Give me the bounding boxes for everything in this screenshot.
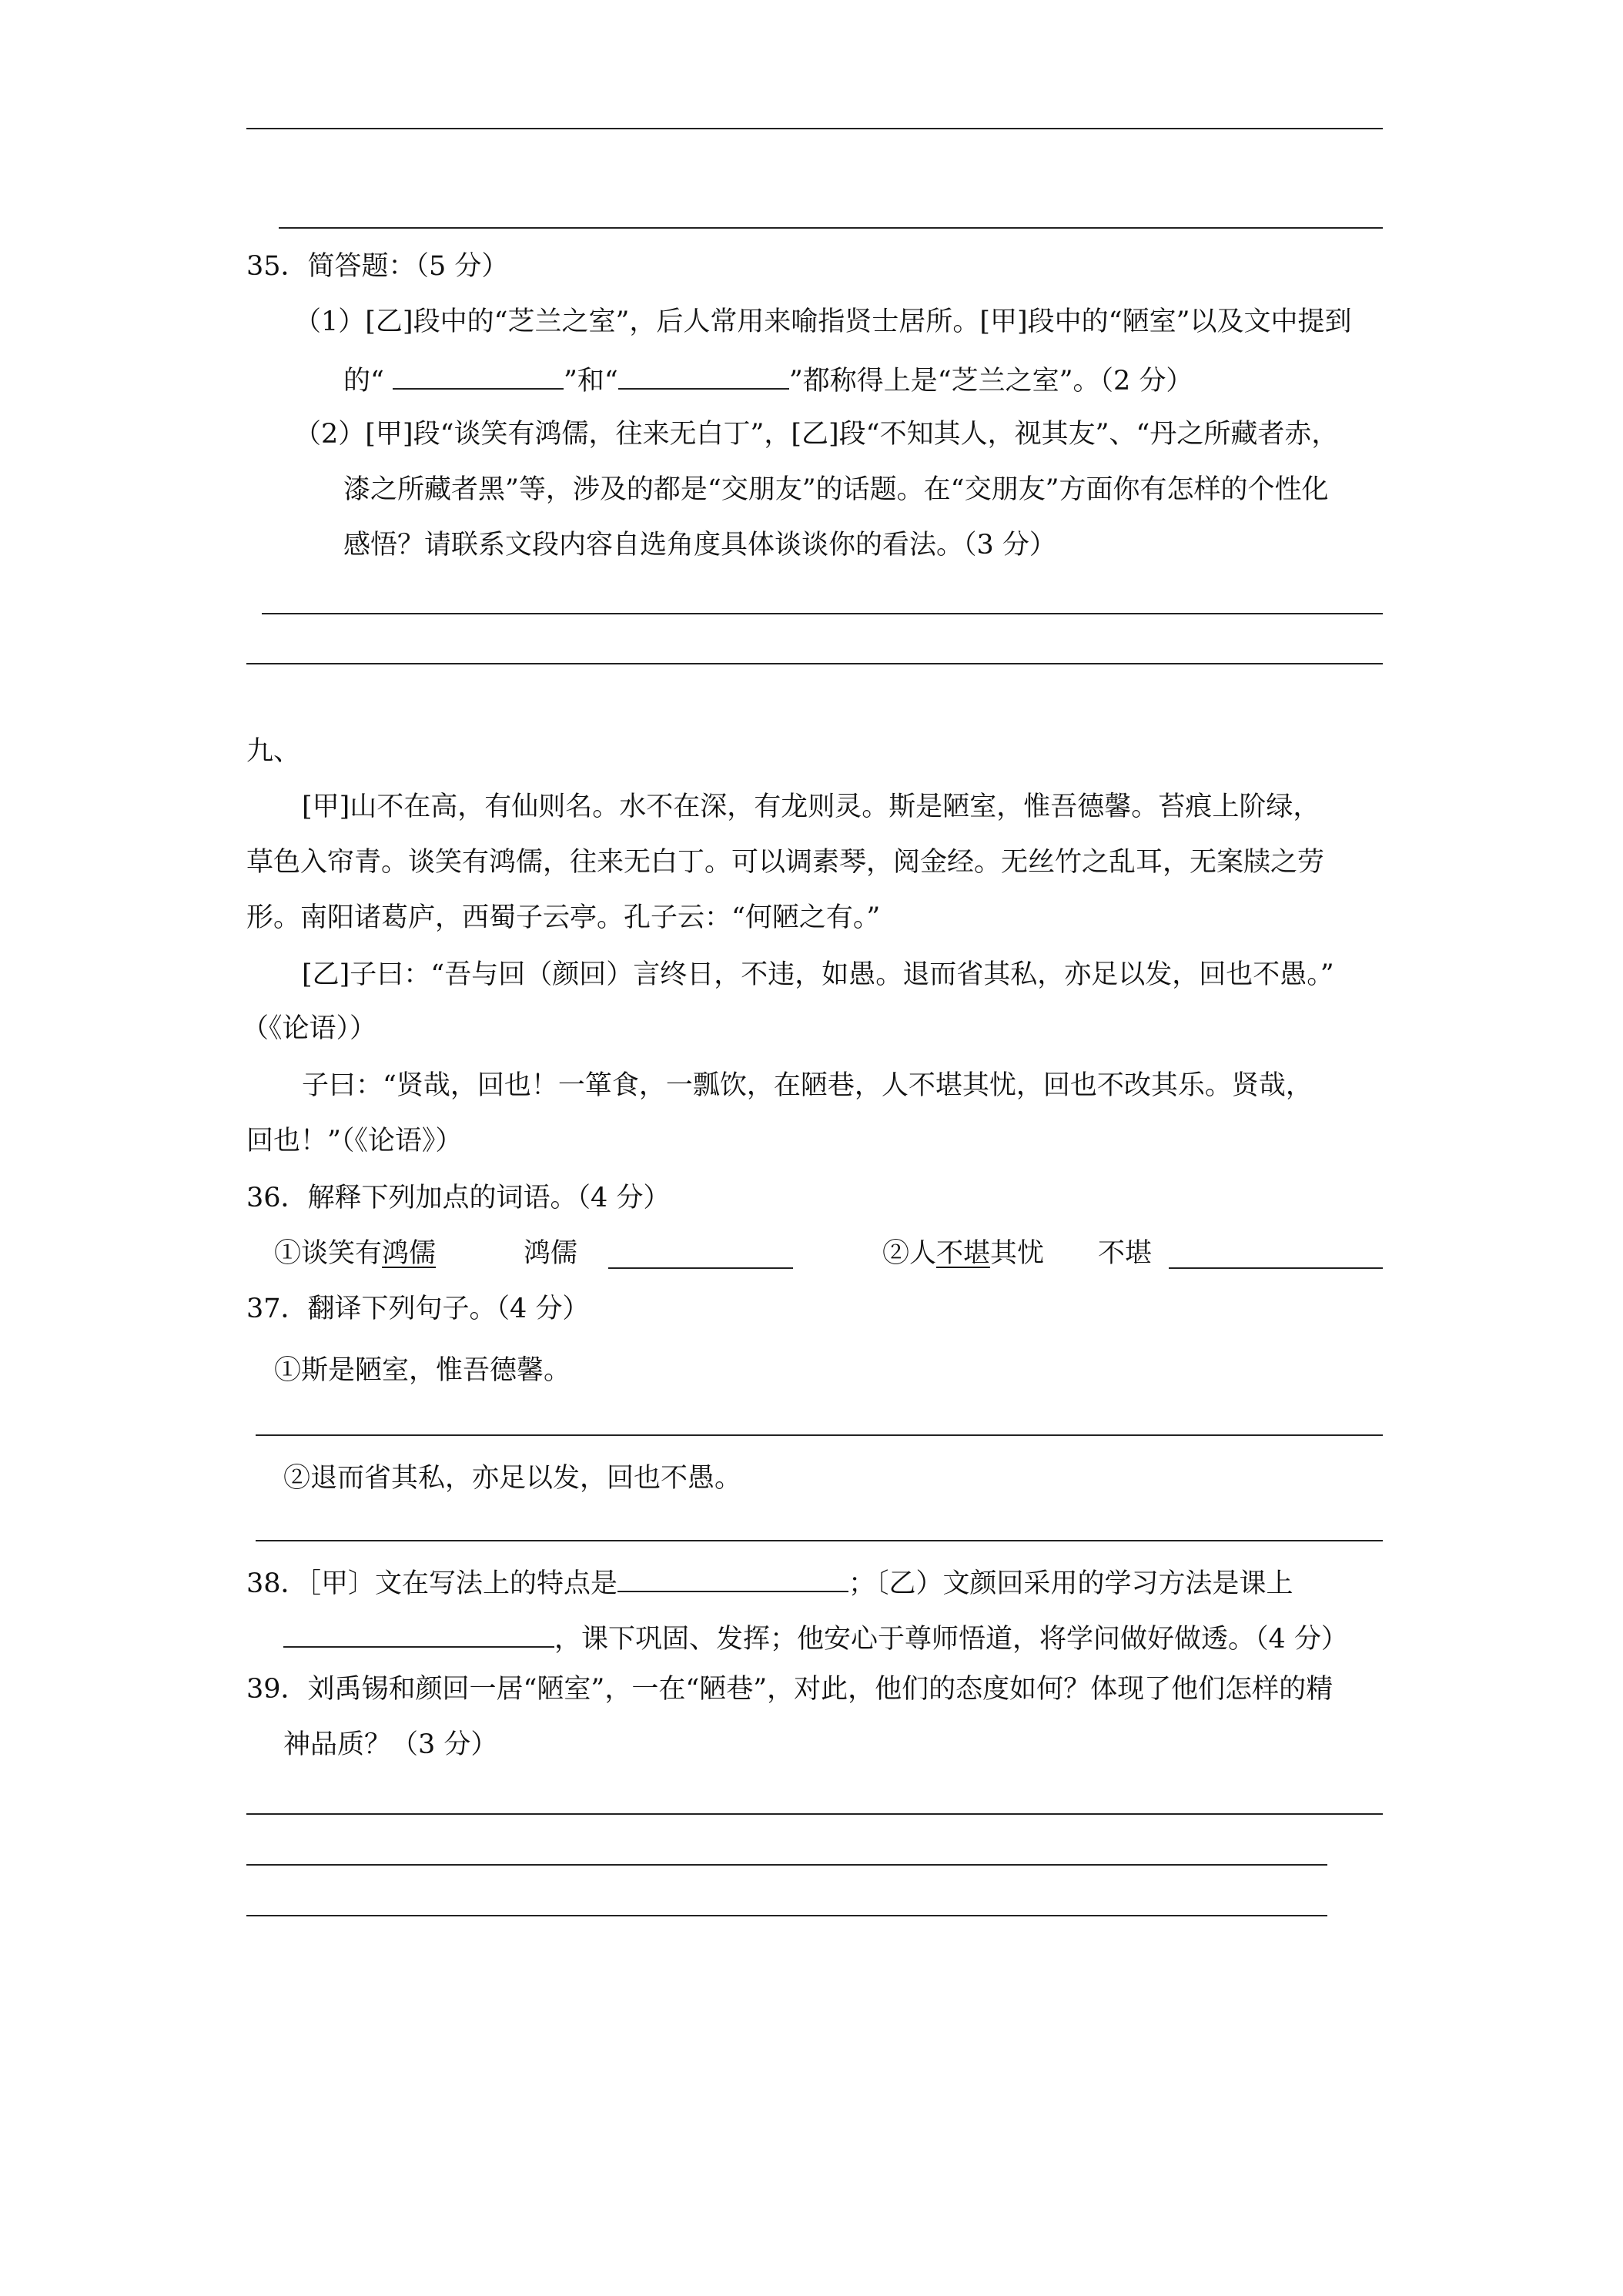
q36-item1-label: 鸿儒 [524, 1238, 578, 1269]
answer-line[interactable] [246, 1813, 1383, 1815]
answer-line [246, 128, 1383, 129]
answer-line[interactable] [246, 1864, 1327, 1866]
answer-blank[interactable] [283, 1615, 554, 1648]
q36-text: ①谈笑有 [274, 1238, 383, 1269]
q35-part2-line2: 漆之所藏者黑”等，涉及的都是“交朋友”的话题。在“交朋友”方面你有怎样的个性化 [343, 474, 1329, 505]
q35-part2-line1: （2）[甲]段“谈笑有鸿儒，往来无白丁”，[乙]段“不知其人，视其友”、“丹之所藏者赤， [294, 419, 1339, 450]
q38-line1 [246, 1560, 1293, 1602]
q36-item2-label: 不堪 [1098, 1238, 1153, 1269]
q36-item2 [882, 1235, 1044, 1272]
q37-title: 37．翻译下列句子。（4 分） [246, 1294, 590, 1324]
dotted-word: 鸿儒 [382, 1238, 437, 1269]
answer-line[interactable] [256, 1434, 1383, 1436]
q38-text: ；〔乙）文颜回采用的学习方法是课上 [848, 1568, 1293, 1599]
answer-blank[interactable] [608, 1267, 793, 1269]
answer-line[interactable] [246, 663, 1383, 664]
q36-text: 其忧 [990, 1238, 1045, 1269]
passage-yi2-line1: 子曰：“贤哉，回也！一箪食，一瓢饮，在陋巷，人不堪其忧，回也不改其乐。贤哉， [302, 1070, 1313, 1101]
answer-line[interactable] [246, 1915, 1327, 1916]
q37-sentence1: ①斯是陋室，惟吾德馨。 [274, 1355, 571, 1386]
answer-blank[interactable] [617, 1560, 848, 1592]
q39-line2: 神品质？（3 分） [283, 1729, 498, 1760]
q38-text: 38．［甲〕文在写法上的特点是 [246, 1568, 618, 1599]
section-heading: 九、 [246, 736, 301, 767]
q36-item1 [274, 1235, 436, 1272]
q35-text: ”和“ [564, 366, 618, 397]
answer-blank[interactable] [1169, 1267, 1383, 1269]
passage-yi-line1: [乙]子曰：“吾与回（颜回）言终日，不违，如愚。退而省其私，亦足以发，回也不愚。” [302, 959, 1334, 990]
q35-part2-line3: 感悟？请联系文段内容自选角度具体谈谈你的看法。（3 分） [343, 530, 1056, 561]
answer-blank[interactable] [393, 357, 564, 390]
q39-line1: 39．刘禹锡和颜回一居“陋室”，一在“陋巷”，对此，他们的态度如何？体现了他们怎样的精 [246, 1674, 1334, 1705]
answer-line[interactable] [262, 613, 1383, 614]
dotted-word: 不堪 [936, 1238, 991, 1269]
q35-part1-line2 [343, 357, 1193, 400]
q38-text: ，课下巩固、发挥；他安心于尊师悟道，将学问做好做透。（4 分） [554, 1624, 1348, 1655]
answer-blank[interactable] [618, 357, 789, 390]
passage-yi-line2: （《论语）） [242, 1013, 377, 1044]
answer-line[interactable] [256, 1540, 1383, 1541]
q36-text: ②人 [882, 1238, 937, 1269]
q37-sentence2: ②退而省其私，亦足以发，回也不愚。 [283, 1463, 742, 1494]
passage-jia-line1: [甲]山不在高，有仙则名。水不在深，有龙则灵。斯是陋室，惟吾德馨。苔痕上阶绿， [302, 792, 1320, 822]
q36-title: 36．解释下列加点的词语。（4 分） [246, 1183, 671, 1213]
passage-jia-line2: 草色入帘青。谈笑有鸿儒，往来无白丁。可以调素琴，阅金经。无丝竹之乱耳，无案牍之劳 [246, 847, 1325, 878]
q35-part1-line1: （1）[乙]段中的“芝兰之室”，后人常用来喻指贤士居所。[甲]段中的“陋室”以及文中提到 [294, 306, 1352, 337]
answer-line [279, 227, 1383, 229]
q35-title: 35．简答题：（5 分） [246, 251, 509, 282]
passage-yi2-line2: 回也！”（《论语》） [246, 1126, 463, 1156]
q35-text: ”都称得上是“芝兰之室”。（2 分） [788, 366, 1193, 397]
q35-text: 的“ [343, 366, 393, 397]
passage-jia-line3: 形。南阳诸葛庐，西蜀子云亭。孔子云：“何陋之有。” [246, 902, 881, 933]
q38-line2 [283, 1615, 1348, 1658]
